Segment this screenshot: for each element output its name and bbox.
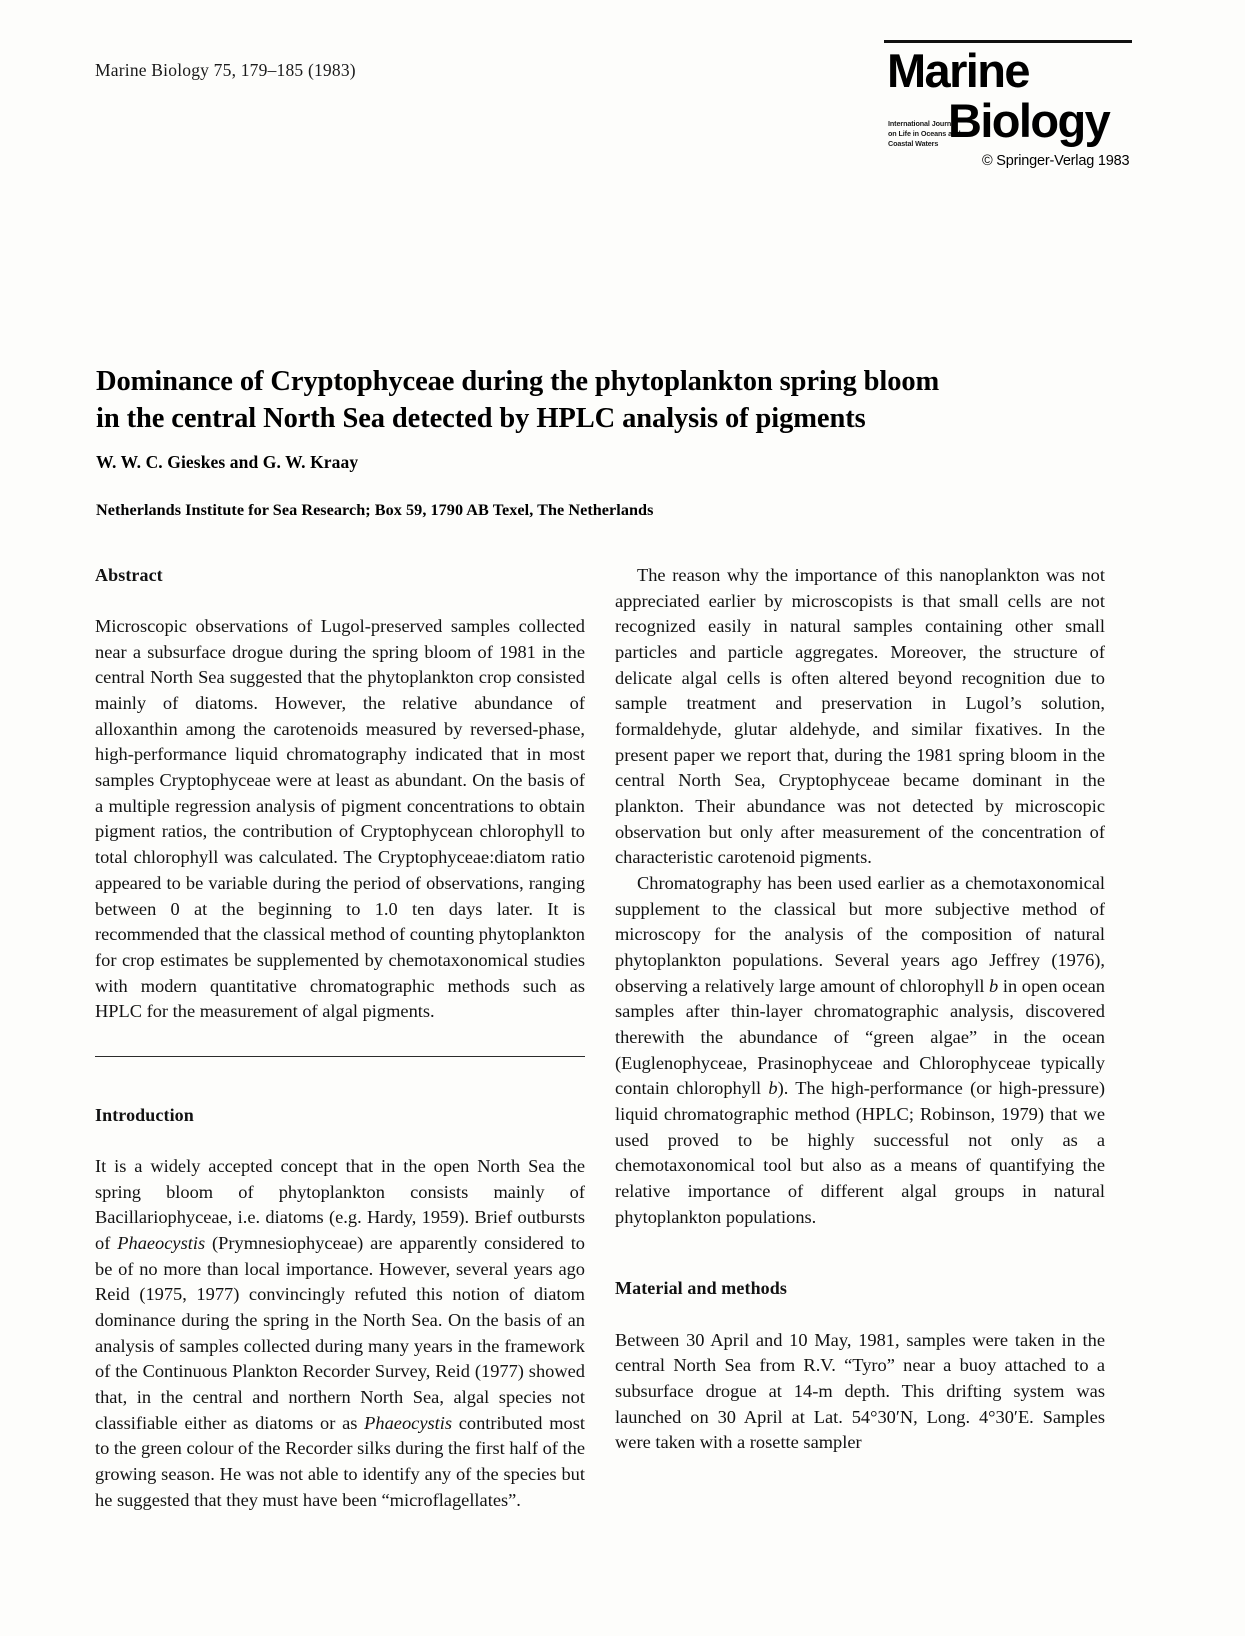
- section-heading-introduction: Introduction: [95, 1104, 194, 1125]
- introduction-paragraph-1: [95, 1154, 585, 1513]
- page-title: [96, 363, 986, 437]
- masthead-copyright: © Springer-Verlag 1983: [982, 153, 1130, 169]
- masthead-subtitle: International Journal on Life in Oceans and Coastal Waters: [888, 119, 961, 148]
- journal-masthead: [884, 40, 1132, 178]
- section-heading-material-and-methods: Material and methods: [615, 1278, 787, 1299]
- text-run: (Prymnesiophyceae) are apparently considered to be of no more than local importance. However, several years ago Reid (1975, 1977) convincingly refuted this notion of diatom dominance during the spring in the North Sea. On the basis of an analysis of samples collected during many years in the framework of the Continuous Plankton Recorder Survey, Reid (1977) showed that, in the central and northern North Sea, algal species not classifiable either as diatoms or as: [95, 1232, 585, 1433]
- column-left: [95, 563, 585, 1513]
- section-divider-rule: [95, 1056, 585, 1057]
- running-head: Marine Biology 75, 179–185 (1983): [95, 60, 356, 80]
- masthead-title-biology: Biology: [948, 94, 1110, 147]
- species-name: Phaeocystis: [117, 1232, 206, 1253]
- section-heading-abstract: Abstract: [95, 565, 163, 585]
- pigment-chlorophyll-b-2: b: [768, 1078, 778, 1099]
- text-run: contributed most to the green colour of the Recorder silks during the first half of the growing season. He was not able to identify any of the species but he suggested that they must have been “microflagellates”.: [95, 1412, 585, 1510]
- introduction-paragraph-2: The reason why the importance of this nanoplankton was not appreciated earlier by microscopists is that small cells are not recognized easily in natural samples containing other small particles and particle aggregates. Moreover, the structure of delicate algal cells is often altered beyond recognition due to sample treatment and preservation in Lugol’s solution, formaldehyde, glutar aldehyde, and similar fixatives. In the present paper we report that, during the 1981 spring bloom in the central North Sea, Cryptophyceae became dominant in the plankton. Their abundance was not detected by microscopic observation but only after measurement of the concentration of characteristic carotenoid pigments.: [615, 565, 1105, 868]
- page-title-line-2: in the central North Sea detected by HPLC analysis of pigments: [96, 403, 866, 435]
- author-list: W. W. C. Gieskes and G. W. Kraay: [96, 452, 359, 472]
- intro-p3-part-b: in open ocean samples after thin-layer chromatographic analysis, discovered therewith the abundance of “green algae” in the ocean (Euglenophyceae, Prasinophyceae and Chlorophyceae typically contain chlorophyll: [615, 975, 1105, 1099]
- column-right: [615, 563, 1105, 1456]
- material-and-methods-paragraph-1: Between 30 April and 10 May, 1981, samples were taken in the central North Sea from R.V. “Tyro” near a buoy attached to a subsurface drogue at 14-m depth. This drifting system was launched on 30 April at Lat. 54°30′N, Long. 4°30′E. Samples were taken with a rosette sampler: [615, 1329, 1105, 1453]
- pigment-chlorophyll-b-1: b: [989, 975, 999, 996]
- species-name: Phaeocystis: [364, 1412, 453, 1433]
- masthead-title-marine: Marine: [887, 44, 1029, 97]
- affiliation: Netherlands Institute for Sea Research; Box 59, 1790 AB Texel, The Netherlands: [96, 501, 654, 519]
- text-run: It is a widely accepted concept that in the open North Sea the spring bloom of phytoplankton consists mainly of Bacillariophyceae, i.e. diatoms (e.g. Hardy, 1959). Brief outbursts of: [95, 1155, 585, 1253]
- intro-p3-part-c: ). The high-performance (or high-pressure) liquid chromatographic method (HPLC; Robinson, 1979) that we used proved to be highly successful not only as a chemotaxonomical tool but also as a means of quantifying the relative importance of different algal groups in natural phytoplankton populations.: [615, 1078, 1105, 1227]
- intro-p3-part-a: Chromatography has been used earlier as a chemotaxonomical supplement to the classical but more subjective method of microscopy for the analysis of the composition of natural phytoplankton populations. Several years ago Jeffrey (1976), observing a relatively large amount of chlorophyll: [615, 873, 1105, 996]
- page-title-line-1: Dominance of Cryptophyceae during the phytoplankton spring bloom: [96, 366, 940, 398]
- introduction-paragraph-3: [615, 871, 1105, 1230]
- abstract-paragraph: Microscopic observations of Lugol-preserved samples collected near a subsurface drogue during the spring bloom of 1981 in the central North Sea suggested that the phytoplankton crop consisted mainly of diatoms. However, the relative abundance of alloxanthin among the carotenoids measured by reversed-phase, high-performance liquid chromatography indicated that in most samples Cryptophyceae were at least as abundant. On the basis of a multiple regression analysis of pigment concentrations to obtain pigment ratios, the contribution of Cryptophycean chlorophyll to total chlorophyll was calculated. The Cryptophyceae:diatom ratio appeared to be variable during the period of observations, ranging between 0 at the beginning to 1.0 ten days later. It is recommended that the classical method of counting phytoplankton for crop estimates be supplemented by chemotaxonomical studies with modern quantitative chromatographic methods such as HPLC for the measurement of algal pigments.: [95, 616, 585, 1022]
